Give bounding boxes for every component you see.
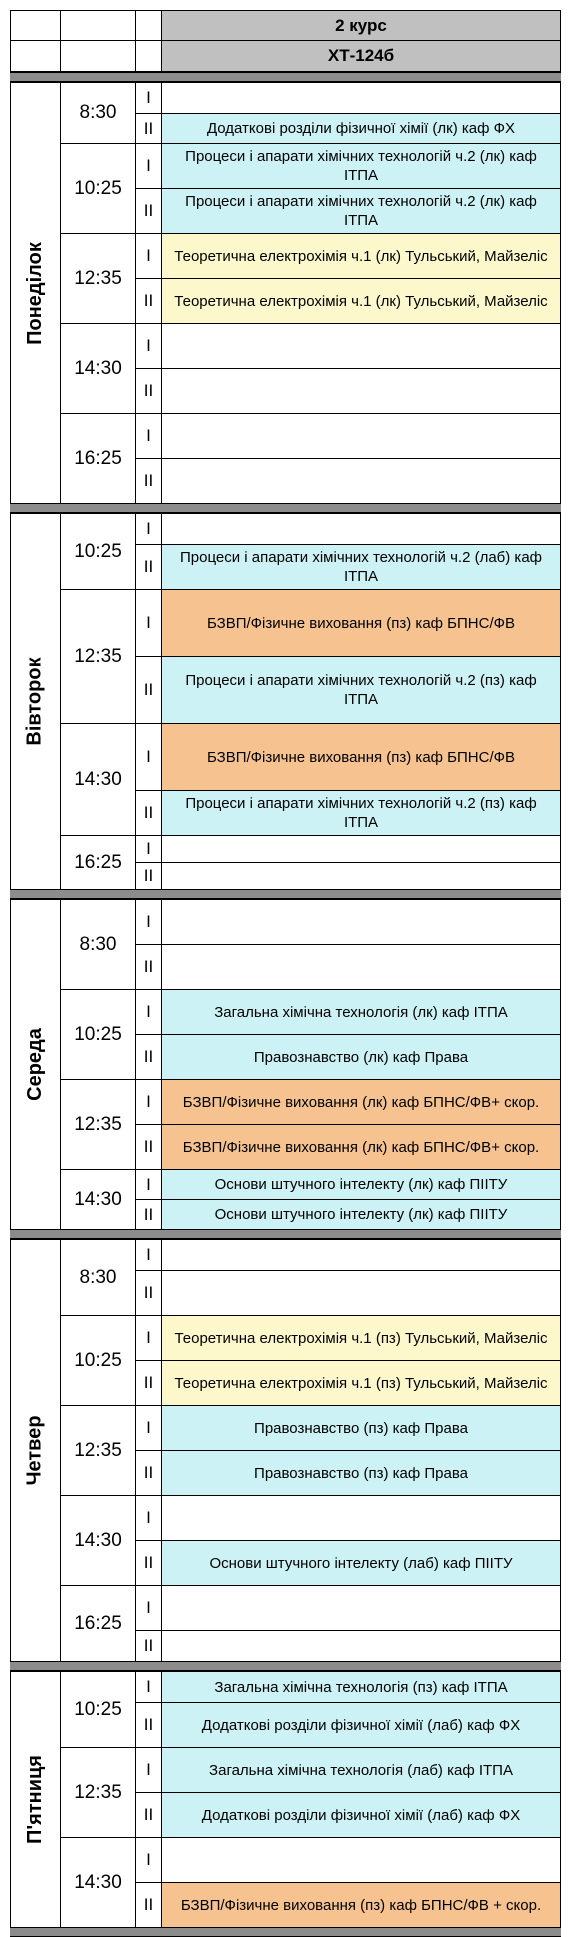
empty-lesson-cell — [161, 1630, 561, 1662]
week-marker: I — [135, 1405, 162, 1451]
lesson-cell: БЗВП/Фізичне виховання (лк) каф БПНС/ФВ+ скор. — [161, 1124, 561, 1170]
day-separator — [10, 889, 561, 899]
week-marker: I — [135, 413, 162, 459]
lesson-cell: Правознавство (пз) каф Права — [161, 1450, 561, 1496]
lesson-cell: Процеси і апарати хімічних технологій ч.2 (пз) каф ІТПА — [161, 790, 561, 836]
week-marker: II — [135, 862, 162, 890]
lesson-cell: Процеси і апарати хімічних технологій ч.2 (лк) каф ІТПА — [161, 188, 561, 234]
day-separator — [10, 1229, 561, 1239]
header-blank-time-2 — [60, 40, 136, 72]
header-blank-week-2 — [135, 40, 162, 72]
time-cell: 10:25 — [60, 989, 136, 1080]
day-name: Понеділок — [24, 241, 46, 345]
lesson-cell: Загальна хімічна технологія (лк) каф ІТПА — [161, 989, 561, 1035]
empty-lesson-cell — [161, 1837, 561, 1883]
day-separator — [10, 1661, 561, 1671]
day-label — [10, 82, 61, 504]
week-marker: I — [135, 1495, 162, 1541]
empty-lesson-cell — [161, 862, 561, 890]
day-separator — [10, 503, 561, 513]
week-marker: II — [135, 944, 162, 990]
week-marker: I — [135, 143, 162, 189]
week-marker: I — [135, 589, 162, 657]
week-marker: I — [135, 835, 162, 863]
week-marker: I — [135, 989, 162, 1035]
time-cell: 10:25 — [60, 1315, 136, 1406]
day-name: Четвер — [24, 1415, 47, 1486]
lesson-cell: Процеси і апарати хімічних технологій ч.2 (лк) каф ІТПА — [161, 143, 561, 189]
time-cell: 10:25 — [60, 143, 136, 234]
time-cell: 10:25 — [60, 1671, 136, 1748]
lesson-cell: Загальна хімічна технологія (пз) каф ІТПА — [161, 1671, 561, 1703]
time-cell: 14:30 — [60, 1837, 136, 1928]
empty-lesson-cell — [161, 899, 561, 945]
week-marker: II — [135, 1792, 162, 1838]
lesson-cell: Правознавство (пз) каф Права — [161, 1405, 561, 1451]
lesson-cell: Процеси і апарати хімічних технологій ч.2 (лаб) каф ІТПА — [161, 544, 561, 590]
week-marker: I — [135, 1315, 162, 1361]
lesson-cell: Додаткові розділи фізичної хімії (лаб) каф ФХ — [161, 1702, 561, 1748]
time-cell: 14:30 — [60, 323, 136, 414]
week-marker: I — [135, 1169, 162, 1200]
time-cell: 12:35 — [60, 233, 136, 324]
day-label — [10, 899, 61, 1230]
empty-lesson-cell — [161, 458, 561, 504]
week-marker: I — [135, 323, 162, 369]
empty-lesson-cell — [161, 513, 561, 545]
time-cell: 16:25 — [60, 1585, 136, 1662]
week-marker: I — [135, 1747, 162, 1793]
lesson-cell: Основи штучного інтелекту (лаб) каф ПІІТУ — [161, 1540, 561, 1586]
group-header: ХТ-124б — [161, 40, 561, 72]
week-marker: I — [135, 723, 162, 791]
lesson-cell: Правознавство (лк) каф Права — [161, 1034, 561, 1080]
time-cell: 14:30 — [60, 1169, 136, 1230]
final-separator — [10, 1927, 561, 1937]
week-marker: II — [135, 656, 162, 724]
week-marker: II — [135, 1270, 162, 1316]
lesson-cell: Загальна хімічна технологія (лаб) каф ІТПА — [161, 1747, 561, 1793]
time-cell: 12:35 — [60, 1079, 136, 1170]
week-marker: II — [135, 1630, 162, 1662]
lesson-cell: БЗВП/Фізичне виховання (пз) каф БПНС/ФВ — [161, 589, 561, 657]
empty-lesson-cell — [161, 835, 561, 863]
time-cell: 8:30 — [60, 899, 136, 990]
week-marker: I — [135, 1079, 162, 1125]
empty-lesson-cell — [161, 368, 561, 414]
lesson-cell: Додаткові розділи фізичної хімії (лк) каф ФХ — [161, 113, 561, 144]
week-marker: II — [135, 1124, 162, 1170]
empty-lesson-cell — [161, 413, 561, 459]
week-marker: II — [135, 790, 162, 836]
week-marker: I — [135, 1671, 162, 1703]
week-marker: II — [135, 458, 162, 504]
week-marker: I — [135, 899, 162, 945]
header-blank-day-2 — [10, 40, 61, 72]
week-marker: II — [135, 1199, 162, 1230]
time-cell: 12:35 — [60, 1405, 136, 1496]
header-blank-time — [60, 10, 136, 41]
header-blank-day — [10, 10, 61, 41]
time-cell: 12:35 — [60, 1747, 136, 1838]
week-marker: II — [135, 368, 162, 414]
empty-lesson-cell — [161, 1585, 561, 1631]
week-marker: I — [135, 1239, 162, 1271]
week-marker: I — [135, 233, 162, 279]
week-marker: II — [135, 113, 162, 144]
week-marker: I — [135, 1837, 162, 1883]
lesson-cell: Теоретична електрохімія ч.1 (лк) Тульський, Майзеліс — [161, 278, 561, 324]
week-marker: II — [135, 188, 162, 234]
time-cell: 12:35 — [60, 589, 136, 724]
week-marker: I — [135, 513, 162, 545]
time-cell: 8:30 — [60, 82, 136, 144]
week-marker: I — [135, 82, 162, 114]
header-blank-week — [135, 10, 162, 41]
lesson-cell: Теоретична електрохімія ч.1 (пз) Тульський, Майзеліс — [161, 1360, 561, 1406]
time-cell: 16:25 — [60, 413, 136, 504]
week-marker: I — [135, 1585, 162, 1631]
lesson-cell: БЗВП/Фізичне виховання (лк) каф БПНС/ФВ+ скор. — [161, 1079, 561, 1125]
day-label — [10, 1239, 61, 1662]
day-label — [10, 513, 61, 890]
day-name: Середа — [24, 1028, 47, 1101]
week-marker: II — [135, 278, 162, 324]
empty-lesson-cell — [161, 1270, 561, 1316]
lesson-cell: Теоретична електрохімія ч.1 (лк) Тульський, Майзеліс — [161, 233, 561, 279]
week-marker: II — [135, 1882, 162, 1928]
week-marker: II — [135, 1360, 162, 1406]
empty-lesson-cell — [161, 1239, 561, 1271]
day-separator — [10, 72, 561, 82]
time-cell: 8:30 — [60, 1239, 136, 1316]
lesson-cell: Теоретична електрохімія ч.1 (пз) Тульський, Майзеліс — [161, 1315, 561, 1361]
lesson-cell: Основи штучного інтелекту (лк) каф ПІІТУ — [161, 1199, 561, 1230]
lesson-cell: Процеси і апарати хімічних технологій ч.2 (пз) каф ІТПА — [161, 656, 561, 724]
week-marker: II — [135, 1450, 162, 1496]
lesson-cell: БЗВП/Фізичне виховання (пз) каф БПНС/ФВ + скор. — [161, 1882, 561, 1928]
day-label — [10, 1671, 61, 1928]
empty-lesson-cell — [161, 323, 561, 369]
day-name: П'ятниця — [24, 1755, 46, 1844]
week-marker: II — [135, 1034, 162, 1080]
time-cell: 16:25 — [60, 835, 136, 890]
week-marker: II — [135, 1702, 162, 1748]
lesson-cell: Додаткові розділи фізичної хімії (лаб) каф ФХ — [161, 1792, 561, 1838]
time-cell: 14:30 — [60, 723, 136, 836]
course-header: 2 курс — [161, 10, 561, 41]
empty-lesson-cell — [161, 82, 561, 114]
week-marker: II — [135, 1540, 162, 1586]
lesson-cell: Основи штучного інтелекту (лк) каф ПІІТУ — [161, 1169, 561, 1200]
empty-lesson-cell — [161, 1495, 561, 1541]
empty-lesson-cell — [161, 944, 561, 990]
time-cell: 10:25 — [60, 513, 136, 590]
week-marker: II — [135, 544, 162, 590]
time-cell: 14:30 — [60, 1495, 136, 1586]
day-name: Вівторок — [24, 657, 47, 746]
lesson-cell: БЗВП/Фізичне виховання (пз) каф БПНС/ФВ — [161, 723, 561, 791]
